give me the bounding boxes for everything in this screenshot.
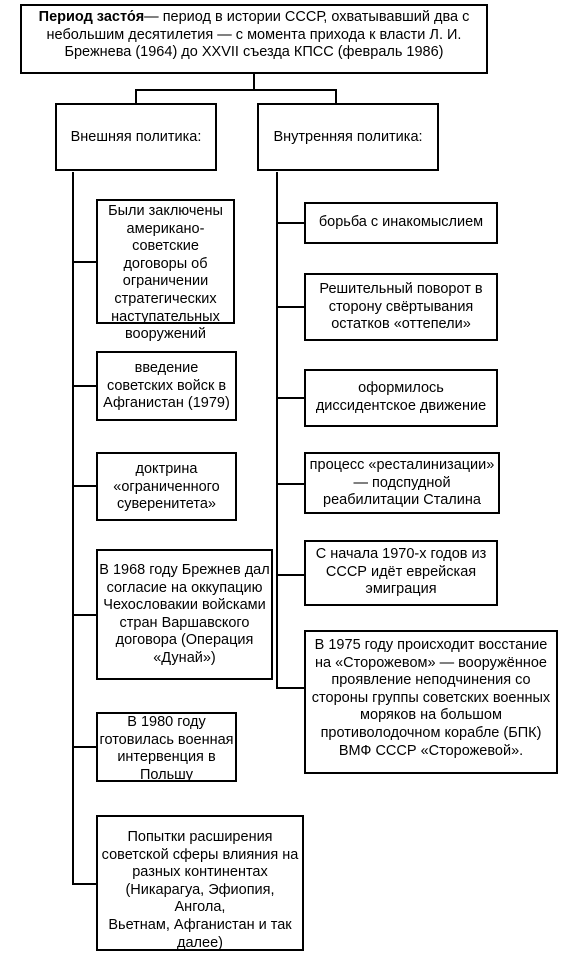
internal-item-6-line-1: В 1975 году происходит восстание bbox=[314, 637, 548, 653]
internal-header-stem bbox=[335, 89, 337, 104]
internal-connector-6 bbox=[276, 687, 304, 689]
branch-horizontal-line bbox=[136, 89, 336, 91]
external-item-5-line-1: В 1980 году bbox=[127, 714, 206, 730]
external-item-3-line-1: доктрина bbox=[135, 461, 198, 477]
external-item-6-line-4: (Никарагуа, Эфиопия, Ангола, bbox=[125, 881, 275, 916]
internal-item-6-line-7: ВМФ СССР «Сторожевой». bbox=[338, 742, 524, 759]
external-item-4-line-1: В 1968 году Брежнев дал bbox=[99, 562, 270, 578]
internal-item-3-line-2: диссидентское движение bbox=[315, 397, 487, 414]
external-item-1-line-2: американо-советские bbox=[126, 220, 205, 255]
external-item-5-line-3: интервенция в bbox=[117, 749, 216, 766]
internal-connector-2 bbox=[276, 306, 304, 308]
external-item-2-line-3: Афганистан (1979) bbox=[103, 395, 230, 412]
external-item-czechoslovakia bbox=[96, 549, 273, 680]
external-item-4-line-6: «Дунай») bbox=[153, 649, 216, 666]
internal-policy-header bbox=[257, 103, 439, 171]
internal-item-storozhevoy-mutiny bbox=[304, 630, 558, 774]
external-item-2-line-1: введение bbox=[134, 360, 199, 376]
internal-item-5-line-2: СССР идёт еврейская bbox=[325, 563, 477, 580]
internal-item-6-line-4: стороны группы советских военных bbox=[311, 689, 551, 706]
external-trunk-line bbox=[72, 172, 74, 884]
external-item-1-line-5: стратегических bbox=[114, 290, 217, 307]
internal-connector-5 bbox=[276, 574, 304, 576]
internal-item-6-line-6: противолодочном корабле (БПК) bbox=[320, 724, 542, 741]
internal-connector-4 bbox=[276, 483, 304, 485]
internal-item-dissident-movement bbox=[304, 369, 498, 427]
internal-item-2-line-2: сторону свёртывания bbox=[328, 298, 474, 315]
external-item-4-line-2: согласие на оккупацию bbox=[106, 579, 263, 596]
external-item-4-line-4: стран Варшавского bbox=[119, 614, 250, 631]
external-item-6-line-6: далее) bbox=[177, 934, 223, 951]
internal-item-5-line-1: С начала 1970-х годов из bbox=[315, 546, 487, 562]
root-definition-text bbox=[39, 9, 470, 60]
external-connector-2 bbox=[72, 385, 96, 387]
external-connector-6 bbox=[72, 883, 96, 885]
external-item-limited-sovereignty bbox=[96, 452, 237, 521]
internal-item-4-line-2: — подспудной bbox=[353, 474, 451, 491]
internal-item-dissent-struggle bbox=[304, 202, 498, 244]
internal-connector-1 bbox=[276, 222, 304, 224]
external-connector-4 bbox=[72, 614, 96, 616]
internal-item-2-line-3: остатков «оттепели» bbox=[331, 316, 471, 333]
external-connector-5 bbox=[72, 746, 96, 748]
internal-item-restalinization bbox=[304, 452, 500, 514]
external-item-6-line-5: Вьетнам, Афганистан и так bbox=[108, 916, 292, 933]
external-item-5-line-2: готовилась военная bbox=[99, 731, 234, 748]
internal-item-1-line-1: борьба с инакомыслием bbox=[318, 214, 484, 230]
internal-item-6-line-5: моряков на большом bbox=[360, 707, 502, 724]
external-item-5-line-4: Польшу bbox=[139, 766, 194, 783]
external-connector-1 bbox=[72, 261, 96, 263]
external-item-1-line-1: Были заключены bbox=[108, 203, 223, 219]
internal-item-jewish-emigration bbox=[304, 540, 498, 606]
internal-item-4-line-3: реабилитации Сталина bbox=[323, 492, 481, 509]
root-stem-line bbox=[253, 74, 255, 90]
external-item-3-line-2: «ограниченного bbox=[113, 478, 220, 495]
external-policy-header bbox=[55, 103, 217, 171]
internal-item-5-line-3: эмиграция bbox=[365, 581, 437, 598]
external-item-1-line-6: наступательных bbox=[111, 308, 220, 325]
root-definition: — период в истории СССР, охватывавший два с небольшим десятилетия — с момента прихода к власти Л. И. Брежнева (1964) до XXVII съезда КПСС (февраль 1986) bbox=[46, 9, 470, 61]
internal-item-3-line-1: оформилось bbox=[358, 380, 444, 396]
internal-item-6-line-3: проявление неподчинения со bbox=[331, 672, 531, 689]
external-header-stem bbox=[135, 89, 137, 104]
internal-item-4-line-1: процесс «ресталинизации» bbox=[309, 457, 495, 473]
external-connector-3 bbox=[72, 485, 96, 487]
root-definition-box bbox=[20, 4, 488, 74]
external-item-4-line-3: Чехословакии войсками bbox=[103, 597, 266, 614]
root-term: Период засто́я bbox=[38, 9, 145, 25]
external-item-poland bbox=[96, 712, 237, 782]
internal-policy-header-label: Внутренняя политика: bbox=[273, 129, 423, 145]
external-item-6-line-3: разных континентах bbox=[132, 864, 268, 881]
external-item-4-line-5: договора (Операция bbox=[115, 632, 254, 649]
external-item-sphere-of-influence bbox=[96, 815, 304, 951]
internal-item-6-line-2: на «Сторожевом» — вооружённое bbox=[315, 654, 547, 671]
external-item-1-line-7: вооружений bbox=[125, 326, 206, 343]
internal-item-thaw-rollback bbox=[304, 273, 498, 341]
external-item-3-line-3: суверенитета» bbox=[116, 496, 216, 513]
external-item-6-line-2: советской сферы влияния на bbox=[101, 846, 299, 863]
external-item-1-line-4: ограничении bbox=[122, 273, 209, 290]
internal-item-2-line-1: Решительный поворот в bbox=[319, 281, 483, 297]
internal-connector-3 bbox=[276, 397, 304, 399]
external-policy-header-label: Внешняя политика: bbox=[70, 129, 202, 145]
external-item-arms-treaties bbox=[96, 199, 235, 343]
external-item-2-line-2: советских войск в bbox=[106, 377, 227, 394]
external-item-6-line-1: Попытки расширения bbox=[127, 829, 273, 845]
external-item-afghanistan bbox=[96, 351, 237, 421]
internal-trunk-line bbox=[276, 172, 278, 688]
external-item-1-line-3: договоры об bbox=[123, 255, 208, 272]
